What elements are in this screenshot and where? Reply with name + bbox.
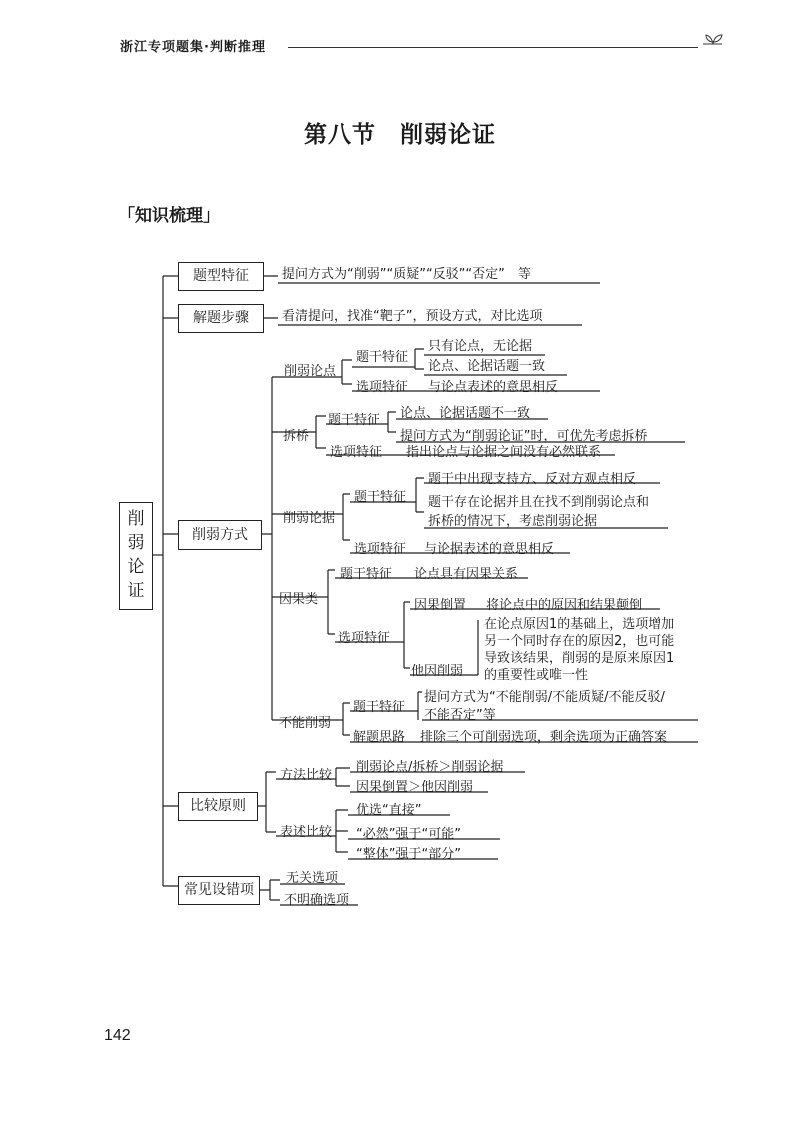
- opposite-premise-text: 与论据表述的意思相反: [424, 542, 555, 557]
- expression-comparison-c: “整体”强于“部分”: [356, 847, 461, 862]
- other-cause-line1: 在论点原因1的基础上，选项增加: [484, 617, 675, 632]
- bridge-priority-text: 提问方式为“削弱论证”时，可优先考虑拆桥: [400, 429, 648, 444]
- expression-comparison-label: 表述比较: [280, 825, 333, 840]
- conclusion-only-text: 只有论点，无论据: [428, 339, 533, 354]
- mindmap-root: 削弱论证: [119, 502, 153, 610]
- other-cause-line3: 导致该结果，削弱的是原来原因1: [484, 651, 675, 666]
- other-cause-label: 他因削弱: [411, 664, 464, 679]
- bridge-breaking-label: 拆桥: [283, 429, 310, 444]
- section-title: 第八节 削弱论证: [304, 122, 496, 148]
- knowledge-subtitle: 「知识梳理」: [118, 206, 220, 226]
- irrelevant-option-text: 无关选项: [286, 871, 339, 886]
- cannot-weaken-line1: 提问方式为“不能削弱/不能质疑/不能反驳/: [424, 690, 665, 705]
- premise-condition-line2: 拆桥的情况下，考虑削弱论据: [428, 514, 598, 529]
- option-features-label: 选项特征: [356, 380, 409, 395]
- no-necessary-link-text: 指出论点与论据之间没有必然联系: [406, 445, 602, 460]
- expression-comparison-b: “必然”强于“可能”: [356, 827, 461, 842]
- running-header: 浙江专项题集·判断推理: [120, 40, 266, 55]
- solving-approach-label: 解题思路: [353, 730, 406, 745]
- option-features-label: 选项特征: [338, 631, 391, 646]
- weaken-conclusion-label: 削弱论点: [284, 364, 337, 379]
- branch-question-features: 题型特征: [178, 262, 264, 291]
- cannot-weaken-line2: 不能否定”等: [424, 708, 496, 723]
- branch-solving-steps: 解题步骤: [178, 304, 264, 333]
- branch-weakening-methods: 削弱方式: [178, 520, 262, 550]
- stem-features-label: 题干特征: [328, 413, 381, 428]
- option-features-label: 选项特征: [354, 542, 407, 557]
- other-cause-line2: 另一个同时存在的原因2，也可能: [484, 634, 675, 649]
- different-topic-text: 论点、论据话题不一致: [400, 406, 531, 421]
- stem-features-label: 题干特征: [356, 350, 409, 365]
- page-number: 142: [104, 1027, 131, 1044]
- other-cause-line4: 的重要性或唯一性: [484, 668, 589, 683]
- opposing-views-text: 题干中出现支持方、反对方观点相反: [428, 472, 637, 487]
- branch-common-traps: 常见设错项: [178, 876, 260, 905]
- option-features-label: 选项特征: [330, 445, 383, 460]
- branch-comparison-principles: 比较原则: [178, 792, 258, 821]
- cannot-weaken-label: 不能削弱: [279, 716, 332, 731]
- reverse-causation-label: 因果倒置: [414, 598, 467, 613]
- unclear-option-text: 不明确选项: [284, 893, 350, 908]
- method-comparison-label: 方法比较: [280, 768, 333, 783]
- expression-comparison-a: 优选“直接”: [356, 803, 422, 818]
- stem-features-label: 题干特征: [340, 567, 393, 582]
- question-features-text: 提问方式为“削弱”“质疑”“反驳”“否定” 等: [282, 267, 531, 282]
- causal-type-label: 因果类: [279, 592, 319, 607]
- method-comparison-a: 削弱论点/拆桥＞削弱论据: [356, 760, 504, 775]
- premise-condition-line1: 题干存在论据并且在找不到削弱论点和: [428, 495, 650, 510]
- opposite-conclusion-text: 与论点表述的意思相反: [428, 380, 559, 395]
- causal-relation-text: 论点具有因果关系: [414, 567, 519, 582]
- method-comparison-b: 因果倒置＞他因削弱: [356, 780, 474, 795]
- stem-features-label: 题干特征: [353, 700, 406, 715]
- same-topic-text: 论点、论据话题一致: [428, 359, 546, 374]
- solving-steps-text: 看清提问，找准“靶子”，预设方式，对比选项: [282, 309, 543, 324]
- reverse-causation-text: 将论点中的原因和结果颠倒: [486, 598, 643, 613]
- weaken-premise-label: 削弱论据: [283, 511, 336, 526]
- stem-features-label: 题干特征: [354, 490, 407, 505]
- exclude-options-text: 排除三个可削弱选项，剩余选项为正确答案: [420, 730, 668, 745]
